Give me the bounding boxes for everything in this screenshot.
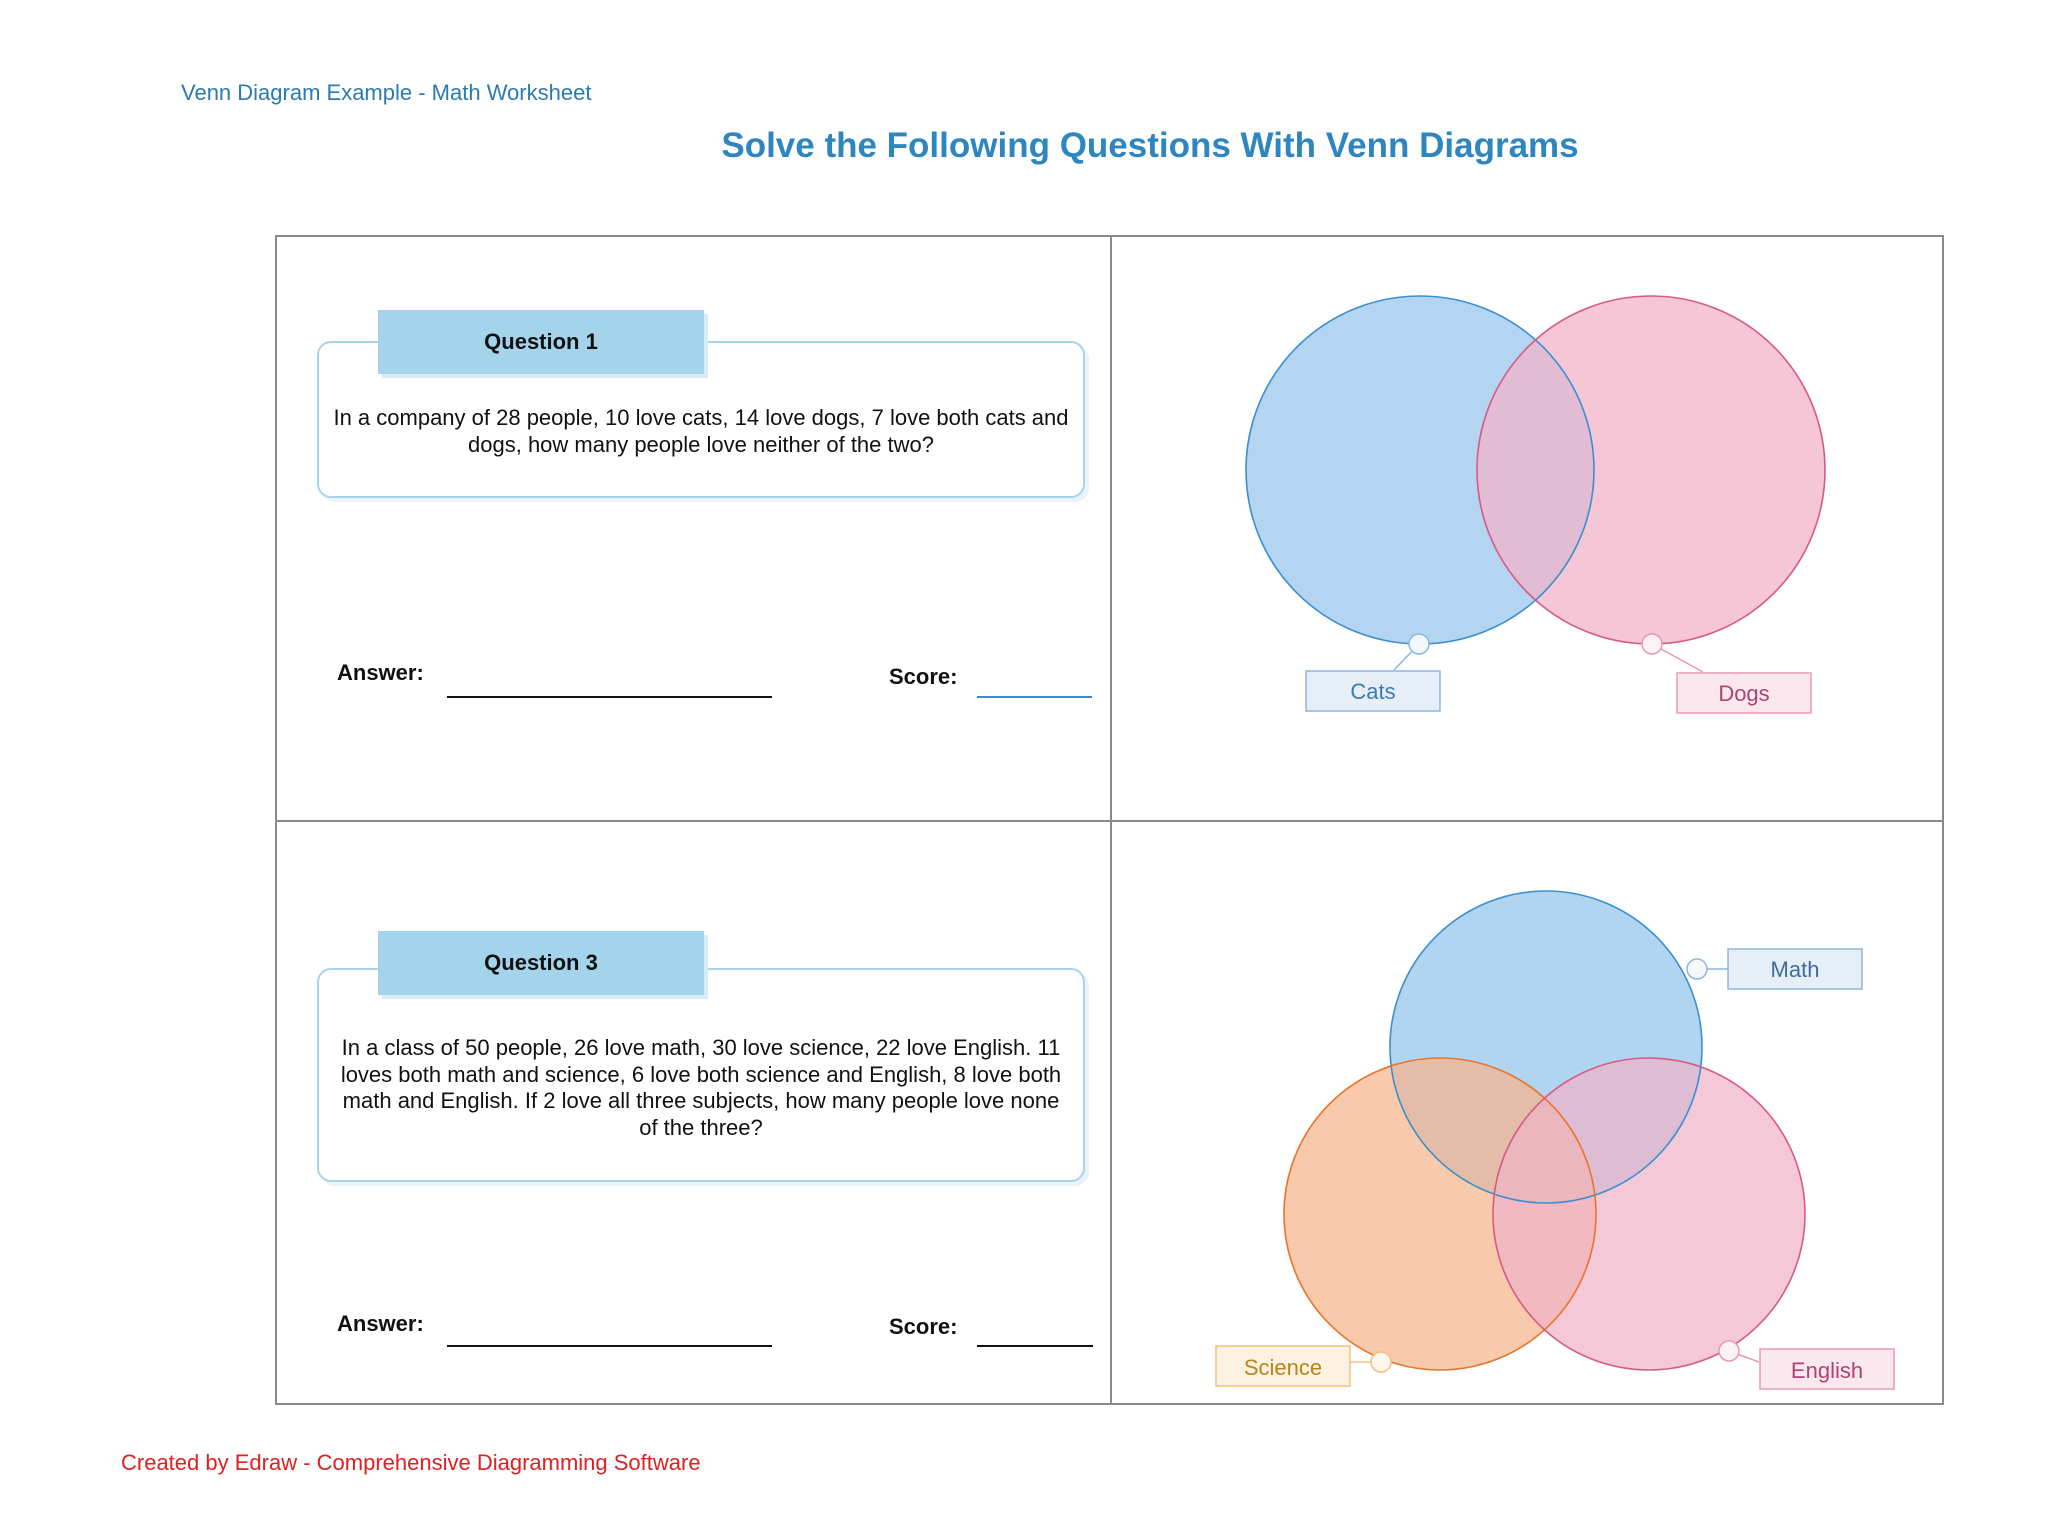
worksheet-subtitle: Venn Diagram Example - Math Worksheet — [181, 80, 592, 105]
english-label: English — [1790, 1358, 1864, 1383]
footer-credit: Created by Edraw - Comprehensive Diagramming Software — [121, 1450, 701, 1475]
question-1-score-label: Score: — [889, 664, 958, 689]
question-3-text: In a class of 50 people, 26 love math, 30 love science, 22 love English. 11 loves both math and science, 6 love both science and English, 8 love both math and English. If 2 love all three subjects, how many people love none of the three? — [340, 1035, 1062, 1140]
question-3-score-label: Score: — [889, 1314, 958, 1339]
venn-diagram-1 — [1246, 296, 1825, 713]
venn-diagram-2 — [1216, 891, 1894, 1389]
question-3-tab: Question 3 — [378, 931, 704, 995]
math-anchor-dot — [1687, 959, 1707, 979]
cats-anchor-dot — [1409, 634, 1429, 654]
science-label: Science — [1243, 1355, 1323, 1380]
question-1-tab: Question 1 — [378, 310, 704, 374]
page-title: Solve the Following Questions With Venn Diagrams — [721, 126, 1579, 165]
question-1-text: In a company of 28 people, 10 love cats, 14 love dogs, 7 love both cats and dogs, how many people love neither of the two? — [333, 405, 1069, 457]
cats-label: Cats — [1350, 679, 1396, 704]
venn-circle-dogs — [1477, 296, 1825, 644]
dogs-label: Dogs — [1718, 681, 1770, 706]
venn-circle-english — [1493, 1058, 1805, 1370]
english-anchor-dot — [1719, 1341, 1739, 1361]
science-anchor-dot — [1371, 1352, 1391, 1372]
question-3-answer-label: Answer: — [337, 1311, 424, 1336]
dogs-anchor-dot — [1642, 634, 1662, 654]
math-label: Math — [1770, 957, 1820, 982]
question-1-answer-label: Answer: — [337, 660, 424, 685]
